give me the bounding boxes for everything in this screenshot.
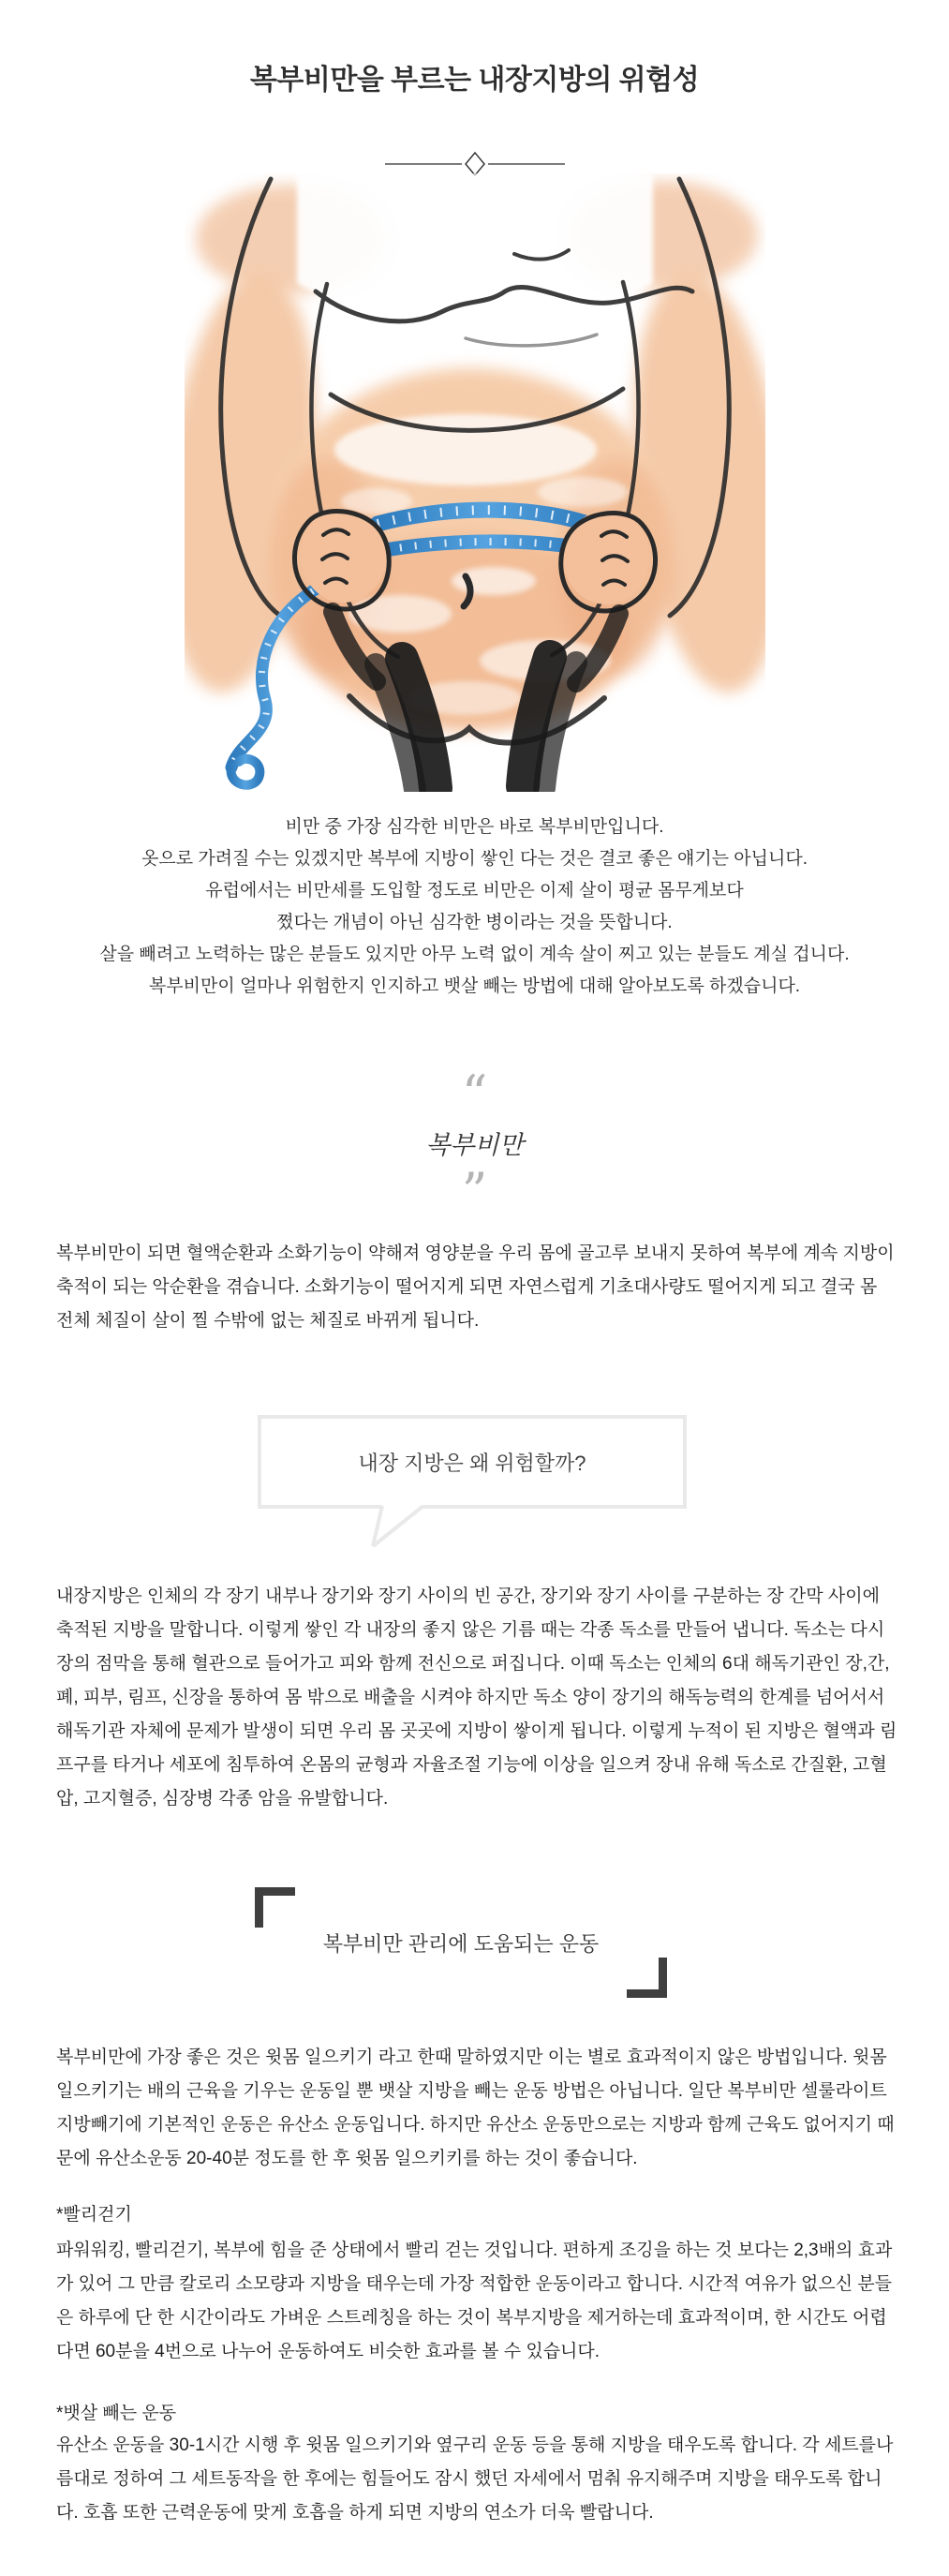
exercise-item-label-walking: *빨리걷기 (56, 2205, 132, 2225)
corner-bracket-top-left-icon (255, 1887, 295, 1928)
exercise-section-header (255, 1887, 667, 1998)
quote-text: 복부비만 (425, 1131, 524, 1160)
exercise-item-body-belly: 유산소 운동을 30-1시간 시행 후 윗몸 일으키기와 옆구리 운동 등을 통해 지방을 태우도록 합니다. 각 세트를나름대로 정하여 그 세트동작을 한 후에는 힘들어도 잠시 했던 자세에서 멈춰 유지해주며 지방을 태우도록 합니다. 호흡 또한 근력운동에 맞게 호흡을 하게 되면 지방의 연소가 더욱 빨랍니다. (56, 2435, 894, 2523)
paragraph-circulation: 복부비만이 되면 혈액순환과 소화기능이 약해져 영양분을 우리 몸에 골고루 보내지 못하여 복부에 계속 지방이 축적이 되는 악순환을 겪습니다. 소화기능이 떨어지게 되면 자연스럽게 기초대사량도 떨어지게 되고 결국 몸 전체 체질이 살이 찔 수밖에 없는 체질로 바뀌게 됩니다. (56, 1243, 895, 1331)
paragraph-visceral-fat: 내장지방은 인체의 각 장기 내부나 장기와 장기 사이의 빈 공간, 장기와 장기 사이를 구분하는 장 간막 사이에 축적된 지방을 말합니다. 이렇게 쌓인 각 내장의 좋지 않은 기름 때는 각종 독소를 만들어 냅니다. 독소는 다시 장의 점막을 통해 혈관으로 들어가고 피와 함께 전신으로 퍼집니다. 이때 독소는 인체의 6대 해독기관인 장,간, 폐, 피부, 림프, 신장을 통하여 몸 밖으로 배출을 시켜야 하지만 독소 양이 장기의 해독능력의 한계를 넘어서서 해독기관 자체에 문제가 발생이 되면 우리 몸 곳곳에 지방이 쌓이게 됩니다. 이렇게 누적이 된 지방은 혈액과 림프구를 타거나 세포에 침투하여 온몸의 균형과 자율조절 기능에 이상을 일으켜 장내 유해 독소로 간질환, 고혈압, 고지혈증, 심장병 각종 암을 유발합니다. (56, 1586, 897, 1809)
open-quote-icon: “ (461, 1065, 488, 1124)
exercise-item-label-belly: *뱃살 빼는 운동 (56, 2404, 177, 2423)
paragraph-exercise-intro: 복부비만에 가장 좋은 것은 윗몸 일으키기 라고 한때 말하였지만 이는 별로 효과적이지 않은 방법입니다. 윗몸 일으키기는 배의 근육을 기우는 운동일 뿐 뱃살 지방을 빼는 운동 방법은 아닙니다. 일단 복부비만 셀룰라이트 지방빼기에 기본적인 운동은 유산소 운동입니다. 하지만 유산소 운동만으로는 지방과 함께 근육도 없어지기 때문에 유산소운동 20-40분 정도를 한 후 윗몸 일으키키를 하는 것이 좋습니다. (56, 2047, 895, 2168)
intro-paragraph (0, 812, 949, 1003)
page-title: 복부비만을 부르는 내장지방의 위험성 (249, 65, 700, 96)
section-heading: 복부비만 관리에 도움되는 운동 (322, 1931, 600, 1956)
intro-line: 복부비만이 얼마나 위험한지 인지하고 뱃살 빼는 방법에 대해 알아보도록 하겠습니다. (148, 976, 801, 996)
intro-line: 살을 빼려고 노력하는 많은 분들도 있지만 아무 노력 없이 계속 살이 찌고 있는 분들도 계실 겁니다. (99, 945, 850, 964)
corner-bracket-bottom-right-icon (627, 1958, 667, 1998)
question-bubble-text: 내장 지방은 왜 위험할까? (358, 1451, 586, 1475)
speech-bubble-tail-icon (365, 1505, 440, 1550)
close-quote-icon: ” (461, 1162, 488, 1221)
intro-line: 옷으로 가려질 수는 있겠지만 복부에 지방이 쌓인 다는 것은 결코 좋은 얘기는 아닙니다. (141, 849, 808, 869)
question-bubble (258, 1415, 687, 1509)
intro-line: 비만 중 가장 심각한 비만은 바로 복부비만입니다. (285, 817, 664, 837)
intro-line: 유럽에서는 비만세를 도입할 정도로 비만은 이제 살이 평균 몸무게보다 (205, 881, 744, 901)
belly-tape-illustration (185, 173, 765, 792)
exercise-item-body-walking: 파워워킹, 빨리걷기, 복부에 힘을 준 상태에서 빨리 걷는 것입니다. 편하게 조깅을 하는 것 보다는 2,3배의 효과가 있어 그 만큼 칼로리 소모량과 지방을 태우는데 가장 적합한 운동이라고 합니다. 시간적 여유가 없으신 분들은 하루에 단 한 시간이라도 가벼운 스트레칭을 하는 것이 복부지방을 제거하는데 효과적이며, 한 시간도 어렵다면 60분을 4번으로 나누어 운동하여도 비슷한 효과를 볼 수 있습니다. (56, 2241, 893, 2361)
intro-line: 쪘다는 개념이 아닌 심각한 병이라는 것을 뜻합니다. (276, 913, 673, 932)
